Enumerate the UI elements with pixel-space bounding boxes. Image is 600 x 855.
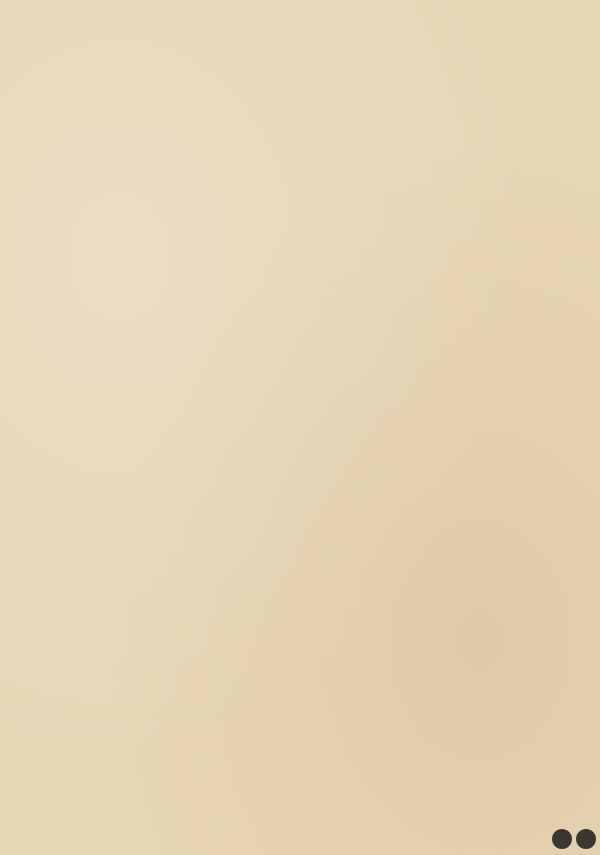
previous-page-button[interactable] (552, 829, 572, 849)
document-page (16, 0, 590, 855)
more-options-button[interactable] (576, 829, 596, 849)
viewer-controls (552, 829, 596, 849)
